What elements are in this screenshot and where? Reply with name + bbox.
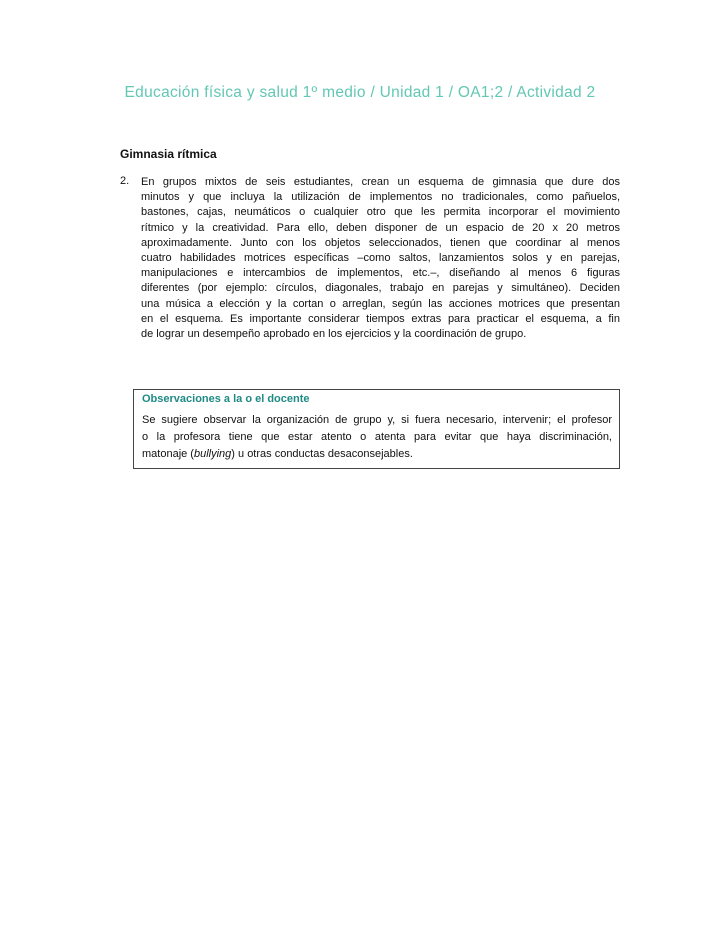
text-line: Se sugiere observar la organización de grupo y, si fuera necesario, intervenir; el profesor	[142, 414, 612, 426]
text-line	[142, 446, 612, 463]
section-heading: Gimnasia rítmica	[120, 147, 217, 161]
page-title: Educación física y salud 1º medio / Unidad 1 / OA1;2 / Actividad 2	[124, 84, 596, 101]
text-line: o la profesora tiene que estar atento o atenta para evitar que haya discriminación,	[142, 431, 612, 443]
text-line: minutos y que incluya la utilización de implementos no tradicionales, como pañuelos,	[141, 191, 620, 204]
observations-text	[142, 412, 612, 463]
text-segment: ) u otras conductas desaconsejables.	[231, 448, 413, 460]
emphasis-text: bullying	[193, 448, 232, 460]
observations-title: Observaciones a la o el docente	[142, 393, 310, 405]
activity-text	[141, 175, 620, 342]
list-number: 2.	[120, 175, 130, 187]
text-line: manipulaciones e intercambios de implementos, etc.–, diseñando al menos 6 figuras	[141, 267, 620, 280]
text-line: una música a elección y la cortan o arreglan, según las acciones motrices que presentan	[141, 297, 620, 310]
text-line: cuatro habilidades motrices específicas –como saltos, lanzamientos solos y en parejas,	[141, 251, 620, 264]
text-line: rítmico y la creatividad. Para ello, deben disponer de un espacio de 20 x 20 metros	[141, 221, 620, 234]
observations-box	[133, 389, 620, 469]
text-line: En grupos mixtos de seis estudiantes, crean un esquema de gimnasia que dure dos	[141, 176, 620, 188]
text-line: de lograr un desempeño aprobado en los ejercicios y la coordinación de grupo.	[141, 327, 527, 340]
text-line: aproximadamente. Junto con los objetos seleccionados, tienen que coordinar al menos	[141, 236, 620, 249]
text-line: diferentes (por ejemplo: círculos, diagonales, trabajo en parejas y simultáneo). Deciden	[141, 282, 620, 295]
text-line: bastones, cajas, neumáticos o cualquier otro que les permita incorporar el movimiento	[141, 206, 620, 219]
text-segment: matonaje (	[142, 448, 194, 460]
text-line: en el esquema. Es importante considerar tiempos extras para practicar el esquema, a fin	[141, 312, 620, 325]
